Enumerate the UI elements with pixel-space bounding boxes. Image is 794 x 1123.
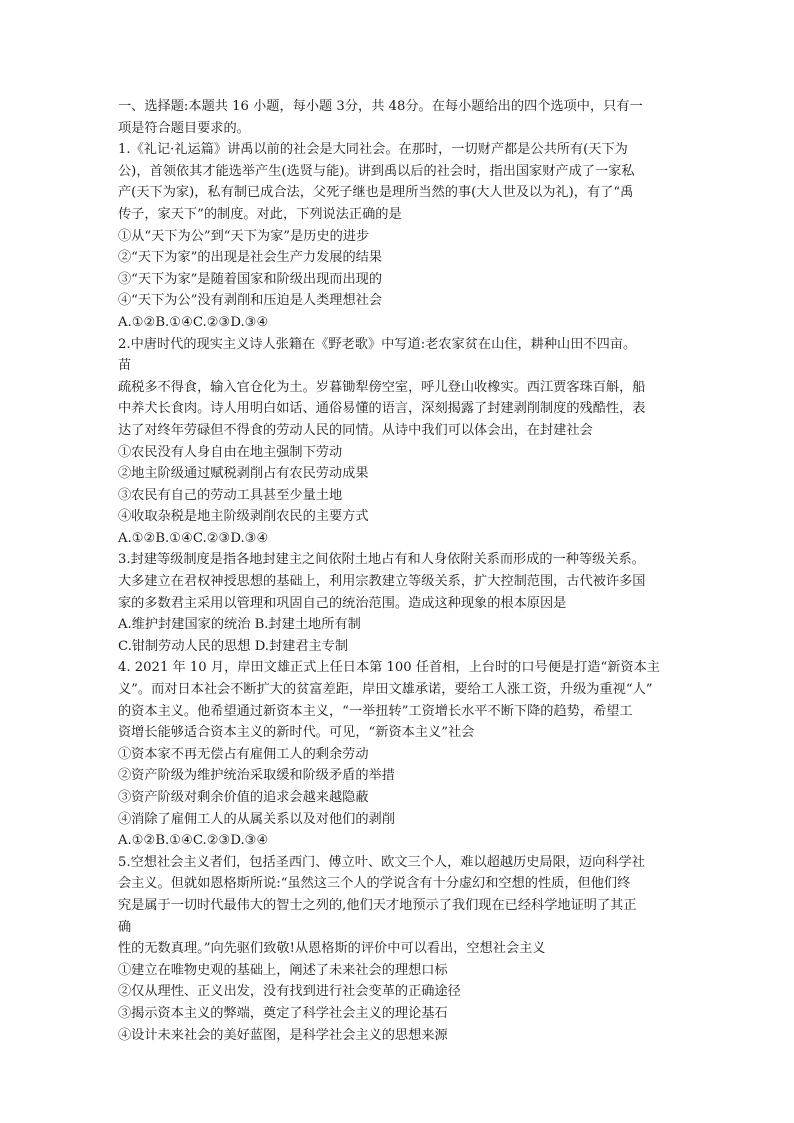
question-4 <box>118 657 680 851</box>
exam-page <box>118 96 680 1046</box>
section-header-line: 项是符合题目要求的。 <box>118 120 250 136</box>
question-option: ②仅从理性、正义出发，没有找到进行社会变革的正确途径 <box>118 984 461 1000</box>
question-stem-line: 4. 2021 年 10 月，岸田文雄正式上任日本第 100 任首相，上台时的口号便是打造“新资本主 <box>118 660 660 676</box>
question-option: ③资产阶级对剩余价值的追求会越来越隐蔽 <box>118 790 369 805</box>
question-option: ③农民有自己的劳动工具甚至少量土地 <box>118 487 343 503</box>
question-stem-line: 传子，家天下”的制度。对此，下列说法正确的是 <box>118 206 402 222</box>
question-option: ②“天下为家”的出现是社会生产力发展的结果 <box>118 250 383 266</box>
question-stem-line: 公)，首领依其才能选举产生(选贤与能)。讲到禹以后的社会时，指出国家财产成了一家私 <box>118 163 635 179</box>
question-stem-line: 3.封建等级制度是指各地封建主之间依附土地占有和人身依附关系而形成的一种等级关系。 <box>118 552 645 568</box>
question-stem-line: 中养犬长食肉。诗人用明白如话、通俗易懂的语言，深刻揭露了封建剥削制度的残酷性，表 <box>118 401 646 417</box>
question-option: ①从“天下为公”到“天下为家”是历史的进步 <box>118 228 370 244</box>
question-stem-line: 5.空想社会主义者们，包括圣西门、傅立叶、欧文三个人，难以超越历史局限，迈向科学社 <box>118 854 645 870</box>
question-stem-line: 大多建立在君权神授思想的基础上，利用宗教建立等级关系，扩大控制范围，古代被许多国 <box>118 574 646 590</box>
answer-choices: A.①②B.①④C.②③D.③④ <box>118 833 269 849</box>
question-stem-line: 义”。而对日本社会不断扩大的贫富差距，岸田文雄承诺，要给工人涨工资，升级为重视“人” <box>118 682 653 698</box>
question-stem-line: 究是属于一切时代最伟大的智士之列的,他们天才地预示了我们现在已经科学地证明了其正 <box>118 897 637 913</box>
question-stem-line: 疏税多不得食，输入官仓化为土。岁暮锄犁傍空室，呼儿登山收橡实。西江贾客珠百斛，船 <box>118 379 646 395</box>
question-option: ①资本家不再无偿占有雇佣工人的剩余劳动 <box>118 746 369 762</box>
question-stem-line: 确 <box>118 919 132 935</box>
question-stem-line: 家的多数君主采用以管理和巩固自己的统治范围。造成这种现象的根本原因是 <box>118 595 567 611</box>
question-3 <box>118 549 680 657</box>
question-option: ②资产阶级为维护统治采取缓和阶级矛盾的举措 <box>118 768 395 784</box>
question-stem-line: 2.中唐时代的现实主义诗人张籍在《野老歌》中写道:老农家贫在山住，耕种山田不四亩。 <box>118 336 637 352</box>
question-option: ①农民没有人身自由在地主强制下劳动 <box>118 444 343 460</box>
question-option: ④“天下为公”没有剥削和压迫是人类理想社会 <box>118 293 383 309</box>
question-stem-line: 产(天下为家)，私有制已成合法，父死子继也是理所当然的事(大人世及以为礼)，有了“禹 <box>118 185 634 201</box>
question-option: C.钳制劳动人民的思想 D.封建君主专制 <box>118 638 349 654</box>
question-stem-line: 会主义。但就如恩格斯所说:“虽然这三个人的学说含有十分虚幻和空想的性质，但他们终 <box>118 876 631 892</box>
question-stem-line: 性的无数真理。”向先驱们致敬!从恩格斯的评价中可以看出，空想社会主义 <box>118 941 546 957</box>
question-option: A.维护封建国家的统治 B.封建土地所有制 <box>118 617 361 633</box>
question-option: ③揭示资本主义的弊端，奠定了科学社会主义的理论基石 <box>118 1005 448 1021</box>
question-option: ④设计未来社会的美好蓝图，是科学社会主义的思想来源 <box>118 1027 448 1043</box>
question-5 <box>118 852 680 1046</box>
section-header-line: 一、选择题:本题共 16 小题，每小题 3分，共 48分。在每小题给出的四个选项中，只有一 <box>118 99 643 114</box>
question-1 <box>118 139 680 333</box>
question-stem-line: 资增长能够适合资本主义的新时代。可见，“新资本主义”社会 <box>118 725 475 741</box>
question-stem-line: 苗 <box>118 358 132 374</box>
question-option: ①建立在唯物史观的基础上，阐述了未来社会的理想口标 <box>118 962 448 978</box>
question-stem-line: 的资本主义。他希望通过新资本主义，“一举扭转”工资增长水平不断下降的趋势，希望工 <box>118 703 633 719</box>
question-stem-line: 1.《礼记·礼运篇》讲禹以前的社会是大同社会。在那时，一切财产都是公共所有(天下为 <box>118 142 628 158</box>
question-option: ②地主阶级通过赋税剥削占有农民劳动成果 <box>118 466 369 482</box>
section-header <box>118 96 680 139</box>
question-option: ③“天下为家”是随着国家和阶级出现而出现的 <box>118 271 383 287</box>
answer-choices: A.①②B.①④C.②③D.③④ <box>118 530 269 546</box>
question-option: ④收取杂税是地主阶级剥削农民的主要方式 <box>118 509 369 525</box>
question-stem-line: 达了对终年劳碌但不得食的劳动人民的同情。从诗中我们可以体会出，在封建社会 <box>118 422 593 438</box>
question-2 <box>118 334 680 550</box>
question-option: ④消除了雇佣工人的从属关系以及对他们的剥削 <box>118 811 395 827</box>
answer-choices: A.①②B.①④C.②③D.③④ <box>118 314 269 330</box>
